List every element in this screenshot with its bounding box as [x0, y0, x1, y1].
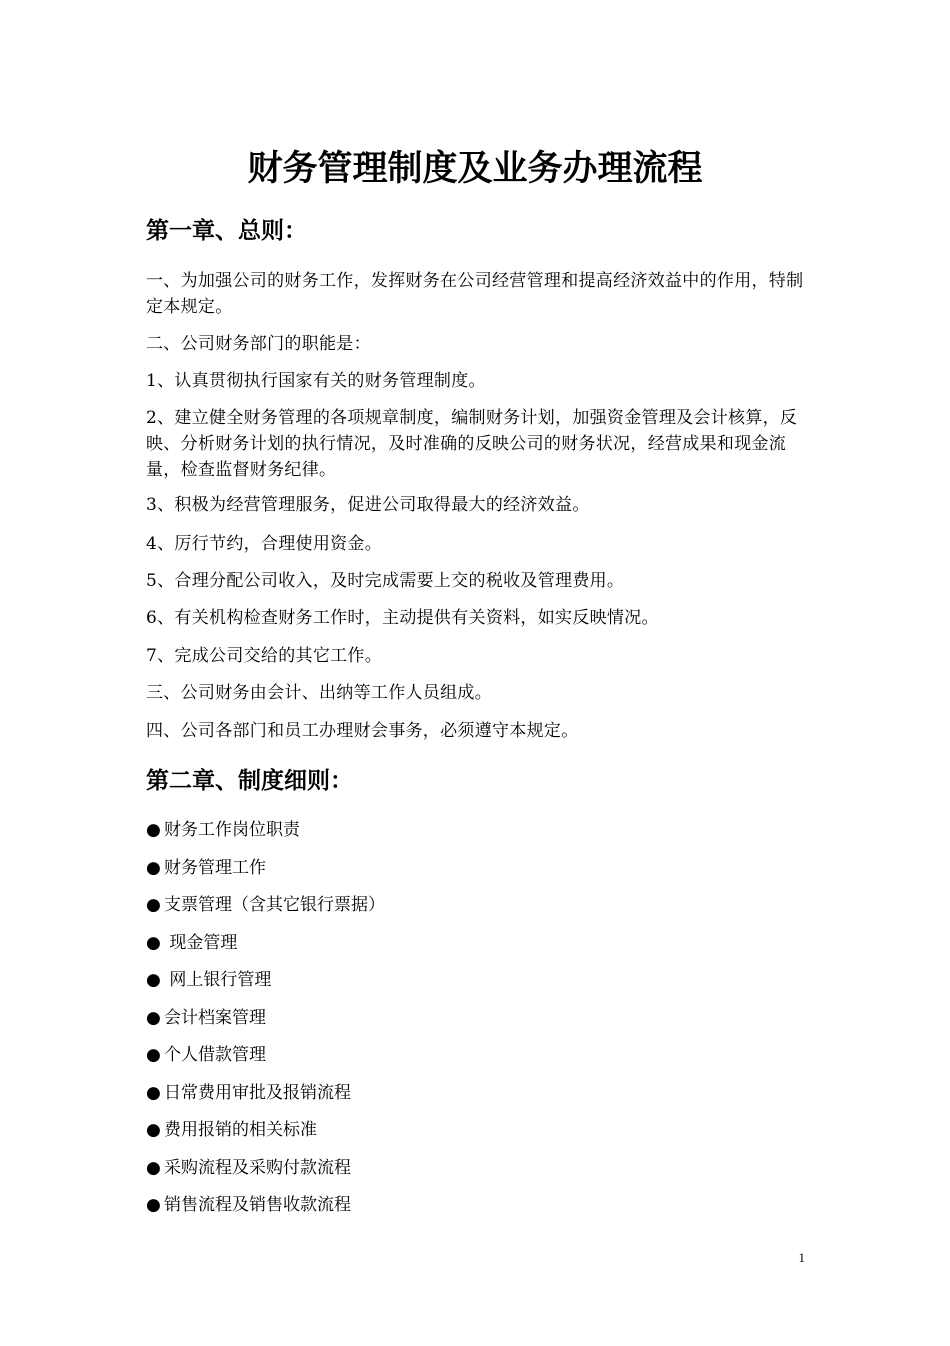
list-item-label: 网上银行管理	[164, 970, 272, 990]
list-item-label: 财务管理工作	[164, 858, 266, 878]
list-item-label: 采购流程及采购付款流程	[164, 1158, 351, 1178]
list-item-label: 销售流程及销售收款流程	[164, 1195, 351, 1215]
bullet-icon: ●	[146, 933, 161, 953]
list-item	[146, 1080, 351, 1106]
chapter1-heading: 第一章、总则：	[146, 217, 307, 244]
chapter1-paragraph: 2、建立健全财务管理的各项规章制度，编制财务计划，加强资金管理及会计核算，反映、分析财务计划的执行情况，及时准确的反映公司的财务状况，经营成果和现金流量，检查监督财务纪律。	[146, 408, 798, 480]
chapter1-paragraph: 4、厉行节约，合理使用资金。	[146, 534, 383, 554]
bullet-icon: ●	[146, 1158, 161, 1178]
chapter1-paragraph: 一、为加强公司的财务工作，发挥财务在公司经营管理和提高经济效益中的作用，特制定本规定。	[146, 271, 804, 317]
bullet-icon: ●	[146, 970, 161, 990]
bullet-icon: ●	[146, 895, 161, 915]
chapter1-paragraph: 3、积极为经营管理服务，促进公司取得最大的经济效益。	[146, 495, 590, 515]
chapter1-paragraph: 1、认真贯彻执行国家有关的财务管理制度。	[146, 371, 486, 391]
list-item-label: 支票管理（含其它银行票据）	[164, 895, 385, 915]
bullet-icon: ●	[146, 1120, 161, 1140]
list-item-label: 财务工作岗位职责	[164, 820, 300, 840]
bullet-icon: ●	[146, 820, 161, 840]
list-item	[146, 1042, 266, 1068]
chapter1-paragraph: 四、公司各部门和员工办理财会事务，必须遵守本规定。	[146, 721, 579, 741]
list-item	[146, 1155, 351, 1181]
list-item	[146, 1117, 317, 1143]
bullet-icon: ●	[146, 1083, 161, 1103]
bullet-icon: ●	[146, 1195, 161, 1215]
chapter1-paragraph: 6、有关机构检查财务工作时，主动提供有关资料，如实反映情况。	[146, 608, 659, 628]
document-title: 财务管理制度及业务办理流程	[247, 148, 703, 189]
list-item-label: 日常费用审批及报销流程	[164, 1083, 351, 1103]
chapter1-paragraph: 三、公司财务由会计、出纳等工作人员组成。	[146, 683, 492, 703]
bullet-icon: ●	[146, 858, 161, 878]
list-item	[146, 930, 237, 956]
bullet-icon: ●	[146, 1008, 161, 1028]
list-item	[146, 855, 266, 881]
list-item	[146, 892, 385, 918]
page-number: 1	[798, 1250, 805, 1265]
list-item-label: 个人借款管理	[164, 1045, 266, 1065]
chapter2-heading: 第二章、制度细则：	[146, 767, 353, 794]
chapter1-paragraph: 二、公司财务部门的职能是：	[146, 334, 371, 354]
list-item-label: 费用报销的相关标准	[164, 1120, 317, 1140]
list-item	[146, 817, 300, 843]
list-item	[146, 1005, 266, 1031]
chapter1-paragraph: 7、完成公司交给的其它工作。	[146, 646, 383, 666]
list-item	[146, 1192, 351, 1218]
list-item	[146, 967, 271, 993]
list-item-label: 会计档案管理	[164, 1008, 266, 1028]
list-item-label: 现金管理	[164, 933, 238, 953]
chapter1-paragraph: 5、合理分配公司收入，及时完成需要上交的税收及管理费用。	[146, 571, 625, 591]
bullet-icon: ●	[146, 1045, 161, 1065]
